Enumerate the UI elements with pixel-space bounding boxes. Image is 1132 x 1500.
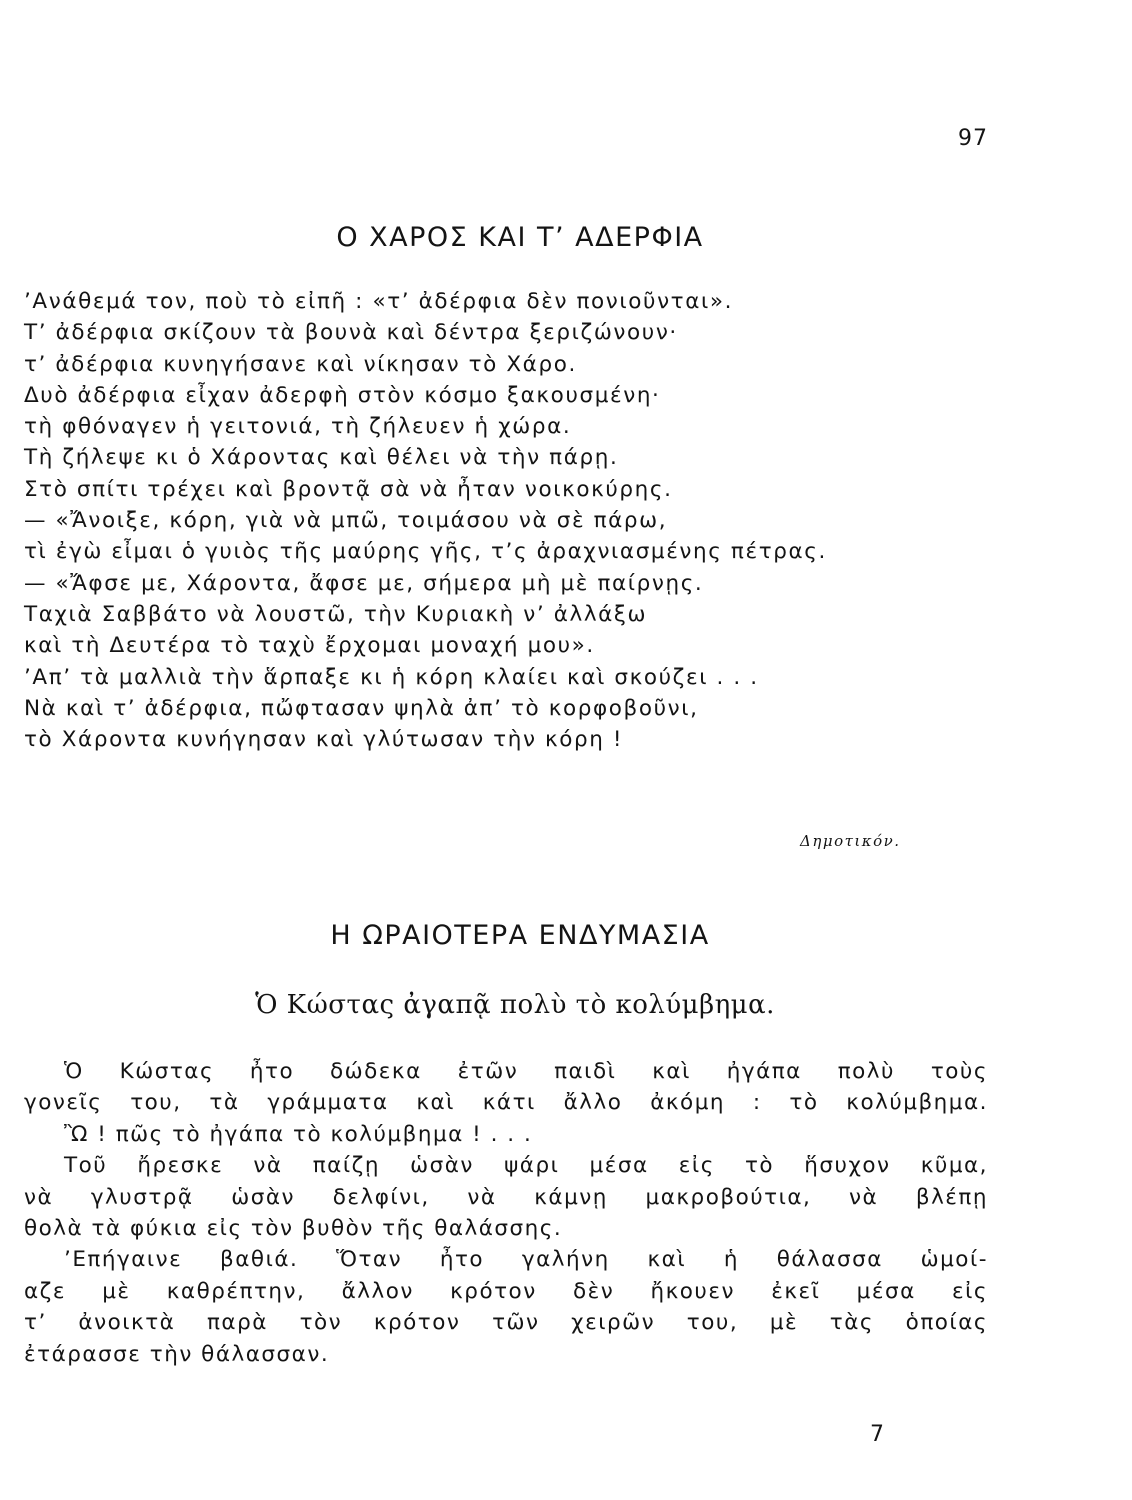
poem-line: Δυὸ ἀδέρφια εἶχαν ἀδερφὴ στὸν κόσμο ξακουσμένη·	[24, 382, 661, 408]
prose-line: νὰ γλυστρᾷ ὡσὰν δελφίνι, νὰ κάμνῃ μακροβούτια, νὰ βλέπῃ	[24, 1184, 988, 1210]
poem-line: Ταχιὰ Σαββάτο νὰ λουστῶ, τὴν Κυριακὴ ν’ ἀλλάξω	[24, 601, 648, 627]
story-body	[24, 1056, 988, 1370]
prose-line: θολὰ τὰ φύκια εἰς τὸν βυθὸν τῆς θαλάσσης.	[24, 1216, 563, 1242]
prose-line: Ὢ ! πῶς τὸ ἠγάπα τὸ κολύμβημα ! . . .	[64, 1121, 533, 1147]
prose-line: τ’ ἀνοικτὰ παρὰ τὸν κρότον τῶν χειρῶν του, μὲ τὰς ὁποίας	[24, 1310, 988, 1336]
poem-body	[24, 286, 827, 755]
poem-line: Τὴ ζήλεψε κι ὁ Χάροντας καὶ θέλει νὰ τὴν πάρῃ.	[24, 445, 619, 471]
poem-line: — «Ἄνοιξε, κόρη, γιὰ νὰ μπῶ, τοιμάσου νὰ σὲ πάρω,	[24, 508, 668, 534]
poem-line: τὸ Χάροντα κυνήγησαν καὶ γλύτωσαν τὴν κόρη !	[24, 727, 624, 753]
prose-line: αζε μὲ καθρέπτην, ἄλλον κρότον δὲν ἤκουεν ἐκεῖ μέσα εἰς	[24, 1278, 988, 1304]
poem-line: ’Ανάθεμά τον, ποὺ τὸ εἰπῆ : «τ’ ἀδέρφια δὲν πονιοῦνται».	[24, 289, 734, 314]
prose-line: ἐτάρασσε τὴν θάλασσαν.	[24, 1341, 330, 1367]
prose-line: Ὁ Κώστας ἦτο δώδεκα ἐτῶν παιδὶ καὶ ἠγάπα πολὺ τοὺς	[64, 1059, 988, 1084]
poem-line: ’Απ’ τὰ μαλλιὰ τὴν ἅρπαξε κι ἡ κόρη κλαίει καὶ σκούζει . . .	[24, 664, 759, 690]
story-subtitle: Ὁ Κώστας ἀγαπᾷ πολὺ τὸ κολύμβημα.	[255, 990, 775, 1020]
poem-line: — «Ἄφσε με, Χάροντα, ἄφσε με, σήμερα μὴ μὲ παίρνῃς.	[24, 570, 704, 596]
poem-attribution: Δημοτικόν.	[800, 832, 901, 850]
poem-line: τὶ ἐγὼ εἶμαι ὁ γυιὸς τῆς μαύρης γῆς, τ’ς ἀραχνιασμένης πέτρας.	[24, 539, 827, 565]
poem-title: Ο ΧΑΡΟΣ ΚΑΙ Τ’ ΑΔΕΡΦΙΑ	[336, 222, 704, 253]
poem-line: τὴ φθόναγεν ἡ γειτονιά, τὴ ζήλευεν ἡ χώρα.	[24, 414, 572, 440]
poem-line: τ’ ἀδέρφια κυνηγήσανε καὶ νίκησαν τὸ Χάρο.	[24, 351, 577, 377]
poem-line: Στὸ σπίτι τρέχει καὶ βροντᾷ σὰ νὰ ἦταν νοικοκύρης.	[24, 476, 673, 502]
prose-line: ’Επήγαινε βαθιά. Ὅταν ἦτο γαλήνη καὶ ἡ θάλασσα ὡμοί-	[64, 1247, 988, 1273]
poem-line: Νὰ καὶ τ’ ἀδέρφια, πὤφτασαν ψηλὰ ἀπ’ τὸ κορφοβοῦνι,	[24, 695, 699, 721]
poem-line: καὶ τὴ Δευτέρα τὸ ταχὺ ἔρχομαι μοναχή μου».	[24, 633, 595, 659]
prose-line: Τοῦ ἤρεσκε νὰ παίζῃ ὡσὰν ψάρι μέσα εἰς τὸ ἥσυχον κῦμα,	[64, 1153, 988, 1179]
poem-line: Τ’ ἀδέρφια σκίζουν τὰ βουνὰ καὶ δέντρα ξεριζώνουν·	[24, 320, 678, 346]
story-title: Η ΩΡΑΙΟΤΕΡΑ ΕΝΔΥΜΑΣΙΑ	[330, 920, 710, 951]
signature-mark: 7	[870, 1422, 884, 1447]
page-number: 97	[958, 126, 988, 151]
prose-line: γονεῖς του, τὰ γράμματα καὶ κάτι ἄλλο ἀκόμη : τὸ κολύμβημα.	[24, 1090, 988, 1116]
